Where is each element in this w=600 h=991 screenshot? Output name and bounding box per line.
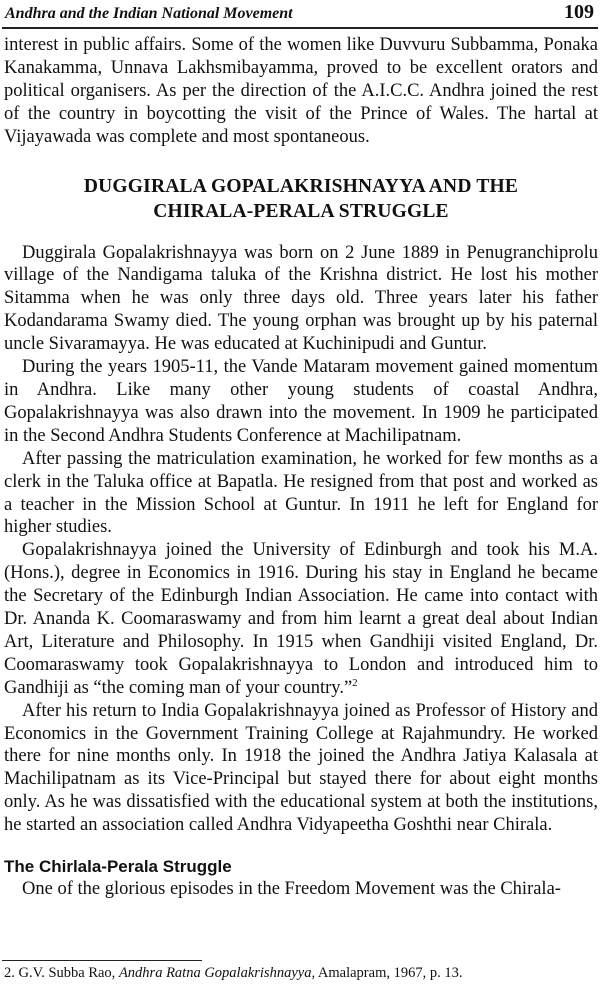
paragraph: After passing the matriculation examination, he worked for few months as a clerk in the Taluka office at Bapatla. He resigned from that post and worked as a teacher in the Mission School at Guntur. In 1911 he left for England for higher studies. — [4, 448, 598, 538]
subheading: The Chirlala-Perala Struggle — [4, 857, 232, 877]
section-heading-line: DUGGIRALA GOPALAKRISHNAYYA AND THE — [83, 175, 519, 197]
footnote-author: G.V. Subba Rao, — [18, 965, 116, 981]
running-title: Andhra and the Indian National Movement — [5, 5, 293, 22]
footnote-title: Andhra Ratna Gopalakrishnayya, — [118, 965, 316, 981]
paragraph-text: Gopalakrishnayya joined the University of Edinburgh and took his M.A. (Hons.), degree in Economics in 1916. During his stay in England he became the Secretary of the Edinburgh Indian Association. He came into contact with Dr. Ananda K. Coomaraswamy and from him learnt a great deal about Indian Art, Literature and Philosophy. In 1915 when Gandhiji visited England, Dr. Coomaraswamy took Gopalakrishnayya to London and introduced him to Gandhiji as “the coming man of your country.” — [4, 540, 598, 698]
paragraph: After his return to India Gopalakrishnayya joined as Professor of History and Economics in the Government Training College at Rajahmundry. He worked there for nine months only. In 1918 the joined the Andhra Jatiya Kalasala at Machilipatnam as its Vice-Principal but stayed there for about eight months only. As he was dissatisfied with the educational system at both the institutions, he started an association called Andhra Vidyapeetha Goshthi near Chirala. — [4, 700, 598, 836]
header-rule — [2, 27, 598, 29]
page-header — [0, 0, 600, 32]
paragraph: During the years 1905-11, the Vande Mataram movement gained momentum in Andhra. Like many other young students of coastal Andhra, Gopalakrishnayya was also drawn into the movement. In 1909 he participated in the Second Andhra Students Conference at Machilipatnam. — [4, 357, 598, 446]
paragraph-with-footnote — [4, 539, 598, 699]
paragraph: Duggirala Gopalakrishnayya was born on 2 June 1889 in Penugranchiprolu village of the Nandigama taluka of the Krishna district. He lost his mother Sitamma when he was only three days old. Three years later his father Kodandarama Swamy died. The young orphan was brought up by his paternal uncle Sivaramayya. He was educated at Kuchinipudi and Guntur. — [4, 242, 598, 355]
paragraph: interest in public affairs. Some of the women like Duvvuru Subbamma, Ponaka Kanakamma, Unnava Lakhsmibayamma, proved to be excellent orators and political organisers. As per the direction of the A.I.C.C. Andhra joined the rest of the country in boycotting the visit of the Prince of Wales. The hartal at Vijayawada was complete and most spontaneous. — [4, 35, 598, 147]
footnote — [4, 964, 598, 982]
page-body — [4, 34, 598, 901]
page-number: 109 — [564, 1, 594, 23]
footnote-marker[interactable]: 2 — [352, 676, 358, 689]
paragraph: One of the glorious episodes in the Freedom Movement was the Chirala- — [22, 879, 561, 900]
footnote-number: 2. — [4, 965, 15, 981]
footnote-rule — [2, 960, 202, 961]
footnote-rest: Amalapram, 1967, p. 13. — [317, 965, 463, 981]
section-heading — [4, 174, 598, 224]
section-heading-line: CHIRALA-PERALA STRUGGLE — [153, 200, 449, 222]
